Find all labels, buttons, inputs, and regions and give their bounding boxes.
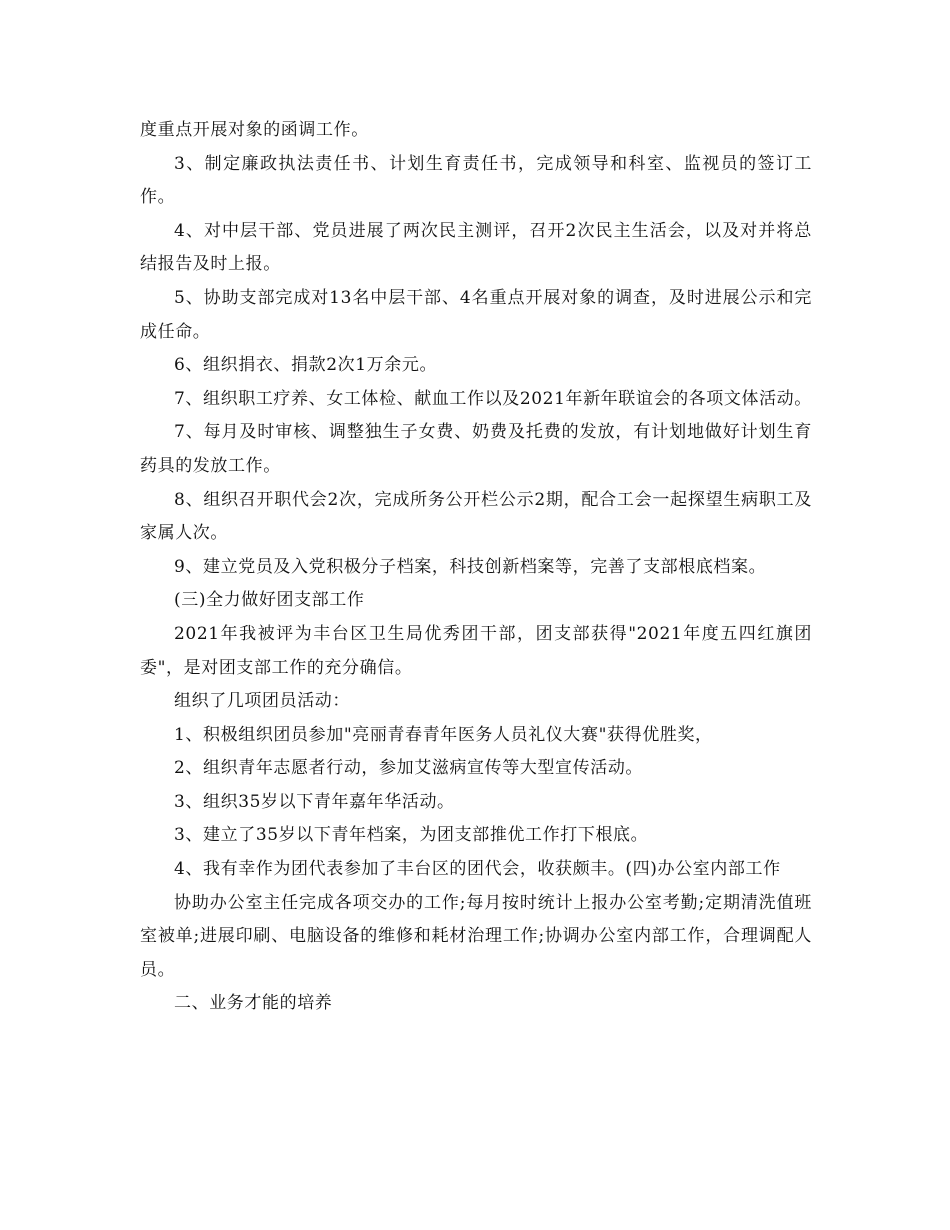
paragraph: 3、组织35岁以下青年嘉年华活动。	[174, 791, 455, 812]
paragraph: 3、建立了35岁以下青年档案，为团支部推优工作打下根底。	[174, 825, 649, 846]
paragraph: 2021年我被评为丰台区卫生局优秀团干部，团支部获得"2021年度五四红旗团委"，是对团支部工作的充分确信。	[140, 623, 812, 678]
paragraph: 二、业务才能的培养	[174, 993, 333, 1014]
paragraph: (三)全力做好团支部工作	[174, 590, 365, 611]
paragraph: 8、组织召开职代会2次，完成所务公开栏公示2期，配合工会一起探望生病职工及家属人次。	[140, 489, 812, 544]
paragraph: 5、协助支部完成对13名中层干部、4名重点开展对象的调查，及时进展公示和完成任命。	[140, 287, 812, 342]
paragraph: 7、组织职工疗养、女工体检、献血工作以及2021年新年联谊会的各项文体活动。	[174, 388, 812, 409]
paragraph: 4、我有幸作为团代表参加了丰台区的团代会，收获颇丰。(四)办公室内部工作	[174, 859, 781, 880]
paragraph: 1、积极组织团员参加"亮丽青春青年医务人员礼仪大赛"获得优胜奖，	[174, 724, 713, 745]
paragraph: 3、制定廉政执法责任书、计划生育责任书，完成领导和科室、监视员的签订工作。	[140, 153, 812, 208]
paragraph: 协助办公室主任完成各项交办的工作;每月按时统计上报办公室考勤;定期清洗值班室被单;进展印刷、电脑设备的维修和耗材治理工作;协调办公室内部工作，合理调配人员。	[140, 892, 812, 980]
paragraph: 组织了几项团员活动：	[174, 691, 350, 712]
document-body	[140, 114, 812, 1021]
paragraph: 2、组织青年志愿者行动，参加艾滋病宣传等大型宣传活动。	[174, 758, 644, 779]
paragraph: 7、每月及时审核、调整独生子女费、奶费及托费的发放，有计划地做好计划生育药具的发放工作。	[140, 422, 812, 476]
paragraph: 9、建立党员及入党积极分子档案，科技创新档案等，完善了支部根底档案。	[174, 556, 767, 577]
paragraph: 4、对中层干部、党员进展了两次民主测评，召开2次民主生活会，以及对并将总结报告及时上报。	[140, 220, 812, 275]
paragraph: 度重点开展对象的函调工作。	[140, 120, 369, 140]
paragraph: 6、组织捐衣、捐款2次1万余元。	[174, 355, 438, 376]
